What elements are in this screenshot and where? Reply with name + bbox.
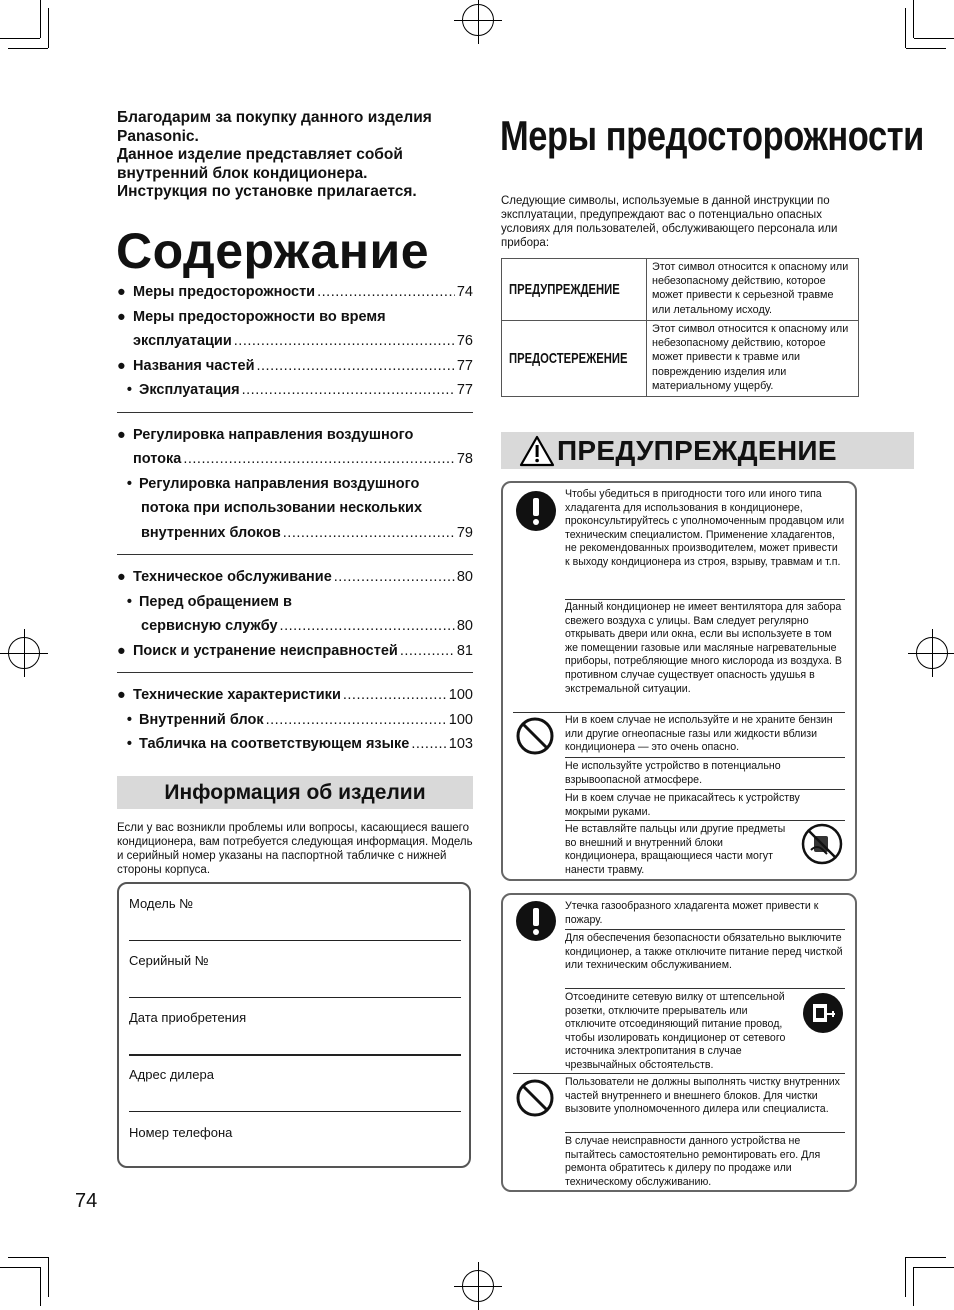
toc-divider (117, 554, 473, 555)
toc-entry[interactable] (117, 614, 473, 639)
mandatory-icon (515, 490, 557, 537)
precautions-title: Меры предосторожности (500, 112, 924, 159)
toc-label: потока при использовании нескольких (141, 500, 423, 516)
toc-entry[interactable] (117, 732, 473, 757)
warning-item: Утечка газообразного хладагента может привести к пожару. (565, 900, 819, 926)
toc-entry[interactable] (117, 447, 473, 472)
caution-description: Этот символ относится к опасному или небезопасному действию, которое может привести к травме или повреждению изделия или материальному ущербу. (652, 323, 849, 392)
toc-bullet: ● (117, 308, 126, 325)
warning-item: Ни в коем случае не используйте и не храните бензин или другие огнеопасные газы или жидкости вблизи кондиционера — это очень опасно. (565, 714, 833, 754)
toc-entry[interactable] (117, 708, 473, 733)
toc-label: эксплуатации (133, 333, 232, 349)
toc-entry[interactable] (117, 354, 473, 379)
symbols-table (501, 258, 859, 397)
toc-bullet: ● (117, 426, 126, 443)
warning-item: Пользователи не должны выполнять чистку внутренних частей внутреннего и внешнего блоков. Для чистки вызовите уполномоченного дилера или специалиста. (565, 1076, 840, 1116)
toc-page: 79 (456, 524, 473, 541)
dealer-address-label: Адрес дилера (129, 1067, 214, 1082)
warning-header (501, 432, 914, 469)
toc-page: 77 (456, 357, 473, 374)
toc-leader (411, 732, 446, 757)
toc-bullet: • (126, 593, 132, 610)
toc-title: Содержание (116, 223, 430, 279)
table-of-contents (117, 280, 473, 757)
toc-page: 80 (456, 569, 473, 585)
toc-leader (266, 708, 447, 733)
toc-leader (400, 639, 455, 664)
toc-bullet: ● (117, 569, 126, 585)
toc-label: Регулировка направления воздушного (133, 426, 414, 443)
toc-page: 81 (456, 642, 473, 659)
caution-label: ПРЕДОСТЕРЕЖЕНИЕ (509, 350, 628, 367)
toc-page: 78 (456, 451, 473, 467)
registration-mark-left (8, 637, 40, 669)
toc-entry[interactable] (117, 280, 473, 305)
toc-label: Меры предосторожности (133, 284, 316, 300)
warning-description: Этот символ относится к опасному или небезопасному действию, которое может привести к серьезной травме или летальному исходу. (652, 261, 849, 316)
toc-leader (317, 280, 455, 305)
toc-entry[interactable] (117, 565, 473, 590)
toc-entry[interactable] (117, 590, 473, 615)
toc-label: Эксплуатация (139, 382, 240, 398)
toc-label: Поиск и устранение неисправностей (133, 642, 398, 659)
purchase-date-field[interactable] (129, 1010, 461, 1025)
mandatory-icon (515, 900, 557, 947)
toc-bullet: • (126, 711, 132, 728)
toc-leader (334, 565, 455, 590)
toc-page: 74 (456, 284, 473, 300)
toc-leader (343, 683, 447, 708)
toc-entry[interactable] (117, 329, 473, 354)
toc-entry[interactable] (117, 521, 473, 546)
intro-text (117, 109, 477, 202)
toc-label: Перед обращением в (139, 593, 292, 610)
intro-line: Panasonic. (117, 127, 199, 145)
toc-entry[interactable] (117, 496, 473, 521)
toc-label: Регулировка направления воздушного (139, 475, 420, 492)
toc-bullet: ● (117, 357, 126, 374)
intro-line: Инструкция по установке прилагается. (117, 183, 417, 200)
toc-label: Внутренний блок (139, 711, 264, 728)
prohibited-icon (515, 1078, 555, 1123)
toc-label: сервисную службу (141, 618, 278, 634)
toc-label: Табличка на соответствующем языке (139, 736, 410, 752)
toc-divider (117, 412, 473, 413)
toc-label: Технические характеристики (133, 687, 341, 703)
product-info-title: Информация об изделии (164, 781, 426, 804)
toc-label: потока (133, 451, 182, 467)
toc-entry[interactable] (117, 305, 473, 330)
model-label: Модель № (129, 896, 194, 911)
precautions-intro: Следующие символы, используемые в данной инструкции по эксплуатации, предупреждают вас о потенциально опасных условиях для пользователей, обслуживающего персонала или прибора: (501, 195, 838, 249)
toc-entry[interactable] (117, 472, 473, 497)
no-fingers-icon (801, 823, 843, 870)
dealer-address-field[interactable] (129, 1067, 461, 1082)
warning-item: Отсоедините сетевую вилку от штепсельной розетки, отключите прерыватель или отключите отсоединяющий питание провод, чтобы изолировать кондиционер от сетевого источника электропитания в случае чрезвычайных обстоятельств. (565, 991, 786, 1071)
toc-page: 80 (456, 618, 473, 634)
intro-line: Данное изделие представляет собой (117, 146, 403, 163)
toc-leader (283, 521, 455, 546)
intro-line: Благодарим за покупку данного изделия (117, 109, 432, 126)
toc-leader (183, 447, 455, 472)
warning-label: ПРЕДУПРЕЖДЕНИЕ (509, 281, 620, 298)
prohibited-icon (515, 716, 555, 761)
toc-bullet: • (126, 475, 132, 492)
purchase-date-label: Дата приобретения (129, 1010, 247, 1025)
toc-bullet: • (126, 382, 132, 398)
phone-field[interactable] (129, 1125, 461, 1140)
toc-bullet: ● (117, 642, 126, 659)
toc-leader (257, 354, 455, 379)
toc-entry[interactable] (117, 683, 473, 708)
toc-label: внутренних блоков (141, 524, 281, 541)
product-info-form (117, 882, 471, 1168)
toc-label: Названия частей (133, 357, 255, 374)
toc-entry[interactable] (117, 639, 473, 664)
registration-mark-top (462, 4, 494, 36)
toc-entry[interactable] (117, 378, 473, 403)
toc-page: 103 (448, 736, 473, 752)
toc-label: Техническое обслуживание (133, 569, 332, 585)
warning-item: В случае неисправности данного устройства не пытайтесь самостоятельно ремонтировать его. Для ремонта обратитесь к дилеру по продаже или техническому обслуживанию. (565, 1135, 821, 1188)
toc-leader (280, 614, 455, 639)
product-info-text: Если у вас возникли проблемы или вопросы, касающиеся вашего кондиционера, вам потребуется следующая информация. Модель и серийный номер указаны на паспортной табличке с нижней стороны корпуса. (117, 822, 473, 876)
warning-item: Чтобы убедиться в пригодности того или иного типа хладагента для использования в кондиционере, проконсультируйтесь с уполномоченным продавцом или техническим специалистом. Применение хладагентов, не рекомендованных производителем, может привести к выходу кондиционера из строя, взрыву, травмам и т.п. (565, 488, 845, 568)
toc-bullet: ● (117, 687, 126, 703)
toc-bullet: ● (117, 284, 126, 300)
toc-page: 100 (448, 687, 473, 703)
toc-leader (234, 329, 455, 354)
serial-field[interactable] (129, 953, 461, 968)
warning-item: Для обеспечения безопасности обязательно выключите кондиционер, а также отключите питание перед чисткой или техническим обслуживанием. (565, 932, 843, 972)
warning-item: Не используйте устройство в потенциально взрывоопасной атмосфере. (565, 760, 781, 786)
unplug-icon (802, 992, 844, 1039)
warning-item: Данный кондиционер не имеет вентилятора для забора свежего воздуха с улицы. Вам следует регулярно открывать двери или окна, если вы используете в том же помещении газовые или масляные нагревательные приборы, потребляющие много кислорода из воздуха. В противном случае существует опасность удушья в экстремальной ситуации. (565, 601, 842, 695)
toc-bullet: • (126, 736, 132, 752)
page-number: 74 (75, 1190, 98, 1212)
serial-label: Серийный № (129, 953, 209, 968)
phone-label: Номер телефона (129, 1125, 233, 1140)
warning-item: Не вставляйте пальцы или другие предметы во внешний и внутренний блоки кондиционера, вращающиеся части могут нанести травму. (565, 823, 786, 876)
toc-page: 76 (456, 333, 473, 349)
symbol-row-caution (502, 321, 858, 396)
intro-line: внутренний блок кондиционера. (117, 164, 368, 182)
toc-entry[interactable] (117, 423, 473, 448)
registration-mark-bottom (462, 1270, 494, 1302)
toc-leader (242, 378, 455, 403)
warning-triangle-icon (519, 435, 555, 467)
toc-page: 77 (456, 382, 473, 398)
symbol-row-warning (502, 259, 858, 321)
model-field[interactable] (129, 896, 461, 911)
product-info-header (117, 776, 473, 809)
toc-page: 100 (448, 711, 473, 728)
warning-item: Ни в коем случае не прикасайтесь к устройству мокрыми руками. (565, 792, 800, 818)
warning-title: ПРЕДУПРЕЖДЕНИЕ (557, 435, 837, 466)
toc-label: Меры предосторожности во время (133, 308, 386, 325)
toc-divider (117, 672, 473, 673)
registration-mark-right (916, 637, 948, 669)
